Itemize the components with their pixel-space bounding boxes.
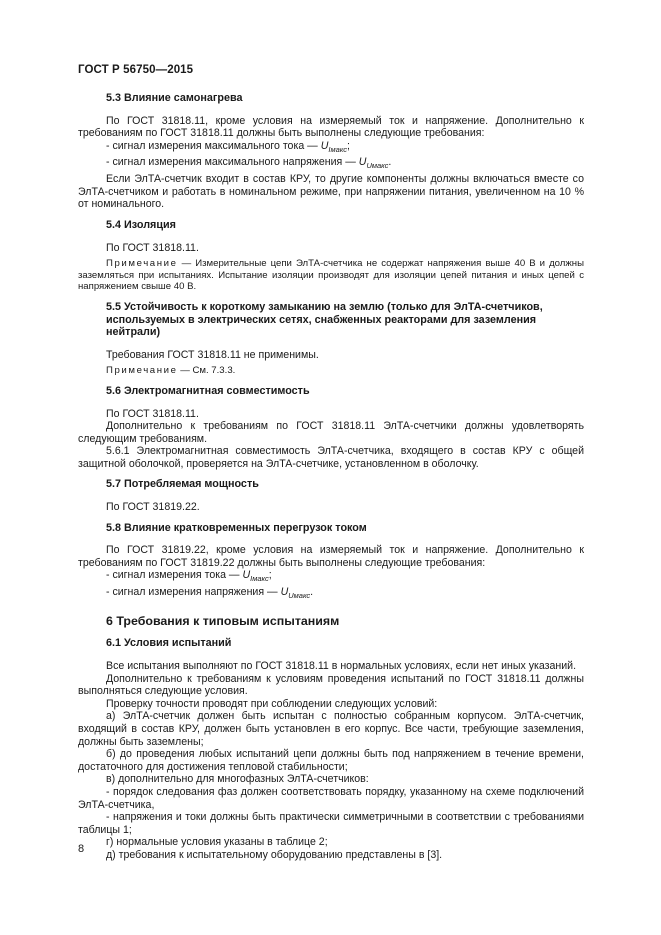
section-6-1-item-g: г) нормальные условия указаны в таблице 2;	[106, 836, 328, 849]
section-6-1-item-b: б) до проведения любых испытаний цепи должны быть под напряжением в течение времени, достаточного для достижения тепловой стабильности;	[78, 748, 584, 773]
section-5-3-item-1: - сигнал измерения максимального тока — $U_{Iмакс}$;	[106, 139, 350, 154]
section-6-1-item-v-2: - напряжения и токи должны быть практически симметричными в соответствии с требованиями таблицы 1;	[78, 811, 584, 836]
section-5-5-note: Примечание — См. 7.3.3.	[106, 365, 236, 377]
section-5-8-para-1: По ГОСТ 31819.22, кроме условия на измеряемый ток и напряжение. Дополнительно к требованиям по ГОСТ 31819.22 должны быть выполнены следующие требования:	[78, 544, 584, 569]
section-6-1-item-v: в) дополнительно для многофазных ЭлТА-счетчиков:	[106, 773, 369, 786]
section-6-1-item-d: д) требования к испытательному оборудованию представлены в [3].	[106, 848, 443, 861]
section-5-8-item-1: - сигнал измерения тока — $U_{Iмакс}$;	[106, 569, 272, 584]
section-5-6-para-2: Дополнительно к требованиям по ГОСТ 31818.11 ЭлТА-счетчики должны удовлетворять следующим требованиям.	[78, 420, 584, 445]
page-content	[78, 92, 584, 862]
section-5-3-para-1: По ГОСТ 31818.11, кроме условия на измеряемый ток и напряжение. Дополнительно к требованиям по ГОСТ 31818.11 должны быть выполнены следующие требования:	[78, 114, 584, 140]
section-5-5-title: 5.5 Устойчивость к короткому замыканию на землю (только для ЭлТА-счетчиков, используемых в электрических сетях, снабженных реакторами для заземления нейтрали)	[106, 300, 543, 339]
document-header: ГОСТ Р 56750—2015	[78, 64, 194, 76]
section-5-8-title: 5.8 Влияние кратковременных перегрузок током	[106, 521, 367, 534]
section-5-4-para-1: По ГОСТ 31818.11.	[106, 241, 199, 254]
section-5-3-para-2: Если ЭлТА-счетчик входит в состав КРУ, то другие компоненты должны включаться вместе со ЭлТА-счетчиком и работать в номинальном режиме, при напряжении питания, увеличенном на 10 % от номинального.	[78, 173, 584, 211]
section-5-8-item-2: - сигнал измерения напряжения — $U_{Uмакс}$.	[106, 586, 314, 601]
section-5-7-para-1: По ГОСТ 31819.22.	[106, 501, 200, 514]
section-6-1-title: 6.1 Условия испытаний	[106, 637, 232, 650]
section-5-6-title: 5.6 Электромагнитная совместимость	[106, 384, 310, 397]
section-6-1-item-v-1: - порядок следования фаз должен соответствовать порядку, указанному на схеме подключений ЭлТА-счетчика,	[78, 785, 584, 811]
page-number: 8	[78, 843, 85, 855]
section-5-3-title: 5.3 Влияние самонагрева	[106, 92, 243, 104]
section-6-1-item-a: а) ЭлТА-счетчик должен быть испытан с полностью собранным корпусом. ЭлТА-счетчик, входящий в состав КРУ, должен быть установлен в его корпус. Все части, требующие заземления, должны быть заземлены;	[78, 710, 584, 748]
section-5-4-note: Примечание — Измерительные цепи ЭлТА-счетчика не содержат напряжения выше 40 В и должны заземляться при испытаниях. Испытание изоляции производят для изоляции цепей питания и иных цепей с напряжением свыше 40 В.	[78, 258, 584, 293]
section-5-5-para-1: Требования ГОСТ 31818.11 не применимы.	[106, 348, 319, 361]
section-5-7-title: 5.7 Потребляемая мощность	[106, 478, 259, 491]
section-5-4-title: 5.4 Изоляция	[106, 218, 176, 231]
section-6-title: 6 Требования к типовым испытаниям	[106, 613, 340, 628]
section-6-1-para-2: Дополнительно к требованиям к условиям проведения испытаний по ГОСТ 31818.11 должны выполняться следующие условия.	[78, 672, 584, 698]
section-5-6-para-1: По ГОСТ 31818.11.	[106, 407, 199, 420]
section-5-3-item-2: - сигнал измерения максимального напряжения — $U_{Uмакс}$.	[106, 156, 392, 171]
section-5-6-1-para: 5.6.1 Электромагнитная совместимость ЭлТА-счетчика, входящего в состав КРУ с общей защитной оболочкой, проверяется на ЭлТА-счетчике, установленном в оболочку.	[78, 445, 584, 470]
section-6-1-para-3: Проверку точности проводят при соблюдении следующих условий:	[106, 697, 438, 710]
section-6-1-para-1: Все испытания выполняют по ГОСТ 31818.11 в нормальных условиях, если нет иных указаний.	[106, 660, 577, 673]
